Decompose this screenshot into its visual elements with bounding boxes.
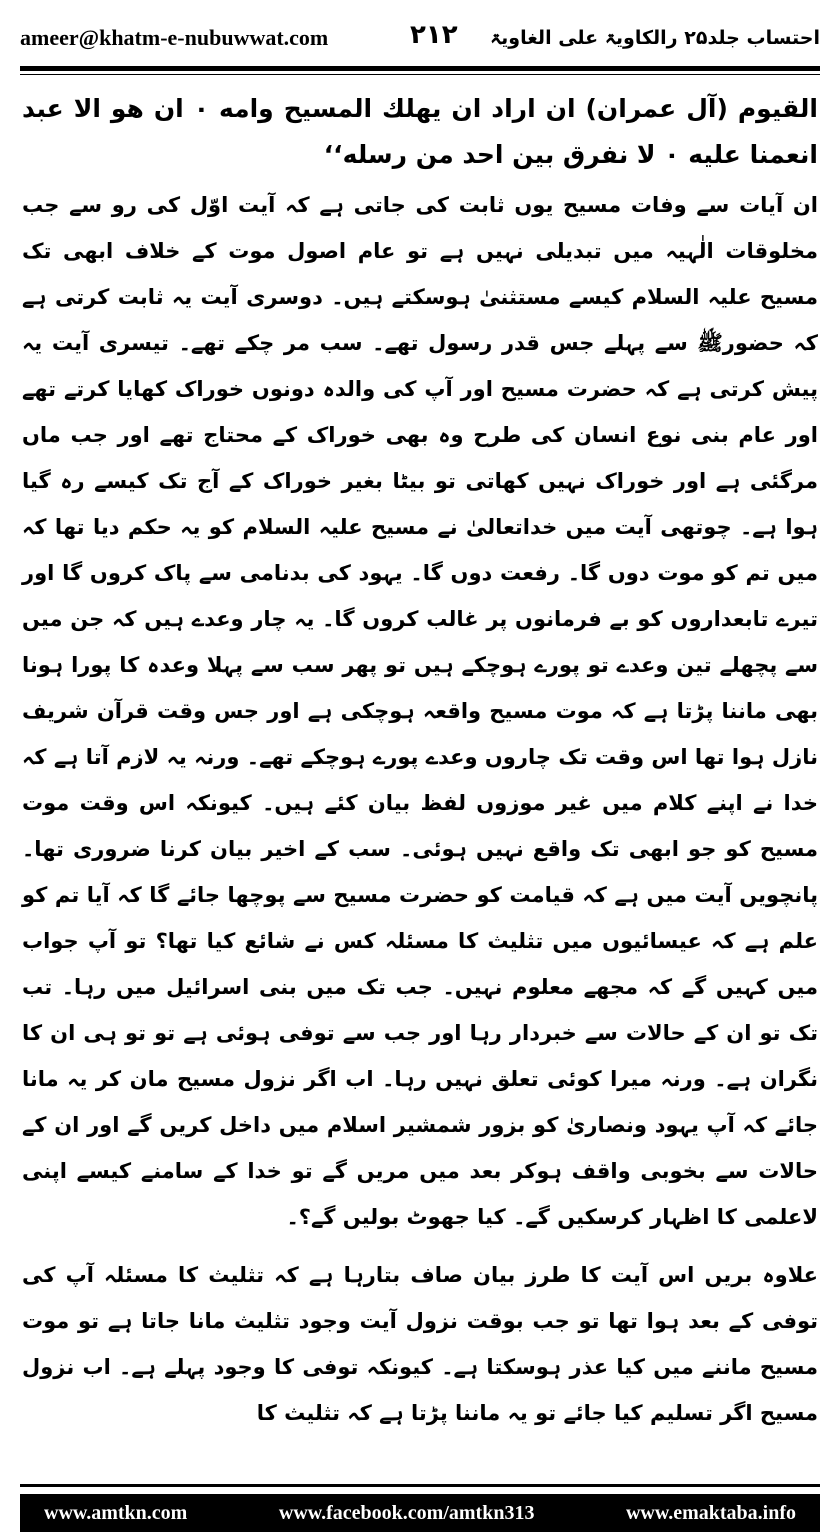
header-email: ameer@khatm-e-nubuwwat.com: [20, 25, 329, 50]
footer-rule: [20, 1484, 820, 1487]
page-number: ۲۱۲: [410, 20, 458, 50]
book-title: احتساب جلد۲۵ رالکاویۃ علی الغاویۃ: [490, 27, 820, 49]
footer-link-emaktaba[interactable]: www.emaktaba.info: [625, 1501, 796, 1524]
paragraph-1: ان آیات سے وفات مسیح یوں ثابت کی جاتی ہے کہ آیت اوّل کی رو سے جب مخلوقات الٰہیہ میں تبدیلی نہیں ہے تو عام اصول موت کے خلاف ابھی تک مسیح علیہ السلام کیسے مستثنیٰ ہوسکتے ہیں۔ دوسری آیت یہ ثابت کرتی ہے کہ حضورﷺ سے پہلے جس قدر رسول تھے۔ سب مر چکے تھے۔ تیسری آیت یہ پیش کرتی ہے کہ حضرت مسیح اور آپ کی والدہ دونوں خوراک کھایا کرتے تھے اور عام بنی نوع انسان کی طرح وہ بھی خوراک کے محتاج تھے اور جب ماں مرگئی ہے اور خوراک نہیں کھاتی تو بیٹا بغیر خوراک کے آج تک کیسے رہ گیا ہوا ہے۔ چوتھی آیت میں خداتعالیٰ نے مسیح علیہ السلام کو یہ حکم دیا تھا کہ میں تم کو موت دوں گا۔ رفعت دوں گا۔ یہود کی بدنامی سے پاک کروں گا اور تیرے تابعداروں کو بے فرمانوں پر غالب کروں گا۔ یہ چار وعدے ہیں کہ جن میں سے پچھلے تین وعدے تو پورے ہوچکے ہیں تو پھر سب سے پہلا وعدہ کا پورا ہونا بھی ماننا پڑتا ہے کہ موت مسیح واقعہ ہوچکی ہے اور جس وقت قرآن شریف نازل ہوا تھا اس وقت تک چاروں وعدے پورے ہوچکے تھے۔ ورنہ یہ لازم آتا ہے کہ خدا نے اپنے کلام میں غیر موزوں لفظ بیان کئے ہیں۔ کیونکہ اس وقت موت مسیح کو جو ابھی تک واقع نہیں ہوئی۔ سب کے اخیر بیان کرنا ضروری تھا۔ پانچویں آیت میں ہے کہ قیامت کو حضرت مسیح سے پوچھا جائے گا کہ آیا تم کو علم ہے کہ عیسائیوں میں تثلیث کا مسئلہ کس نے شائع کیا تھا؟ تو آپ جواب میں کہیں گے کہ مجھے معلوم نہیں۔ جب تک میں بنی اسرائیل میں رہا۔ تب تک تو ان کے حالات سے خبردار رہا اور جب سے توفی ہوئی ہے تو تو ہی ان کا نگران ہے۔ ورنہ میرا کوئی تعلق نہیں رہا۔ اب اگر نزول مسیح مان کر یہ مانا جائے کہ آپ یہود ونصاریٰ کو بزور شمشیر اسلام میں داخل کریں گے اور ان کے حالات سے بخوبی واقف ہوکر بعد میں مریں گے تو خدا کے سامنے کیسے اپنی لاعلمی کا اظہار کرسکیں گے۔ کیا جھوٹ بولیں گے؟۔: [22, 193, 818, 1229]
arabic-quote: القيوم (آل عمران) ان اراد ان يهلك المسيح وامه ۰ ان هو الا عبد انعمنا عليه ۰ لا نفرق بين احد من رسله‘‘: [22, 94, 819, 169]
page-footer: [20, 1494, 820, 1532]
page-body: [22, 86, 818, 1436]
page-header: [20, 18, 820, 58]
header-rule-thin: [20, 74, 820, 75]
footer-link-facebook[interactable]: www.facebook.com/amtkn313: [278, 1501, 535, 1524]
header-rule-thick: [20, 66, 820, 71]
paragraph-2: علاوہ بریں اس آیت کا طرز بیان صاف بتارہا ہے کہ تثلیث کا مسئلہ آپ کی توفی کے بعد ہوا تھا تو جب بوقت نزول آیت وجود تثلیث مانا جاتا ہے تو موت مسیح ماننے میں کیا عذر ہوسکتا ہے۔ کیونکہ توفی کا وجود پہلے ہے۔ اب نزول مسیح اگر تسلیم کیا جائے تو یہ ماننا پڑتا ہے کہ تثلیث کا: [22, 1263, 818, 1425]
footer-link-amtkn[interactable]: www.amtkn.com: [44, 1501, 188, 1524]
